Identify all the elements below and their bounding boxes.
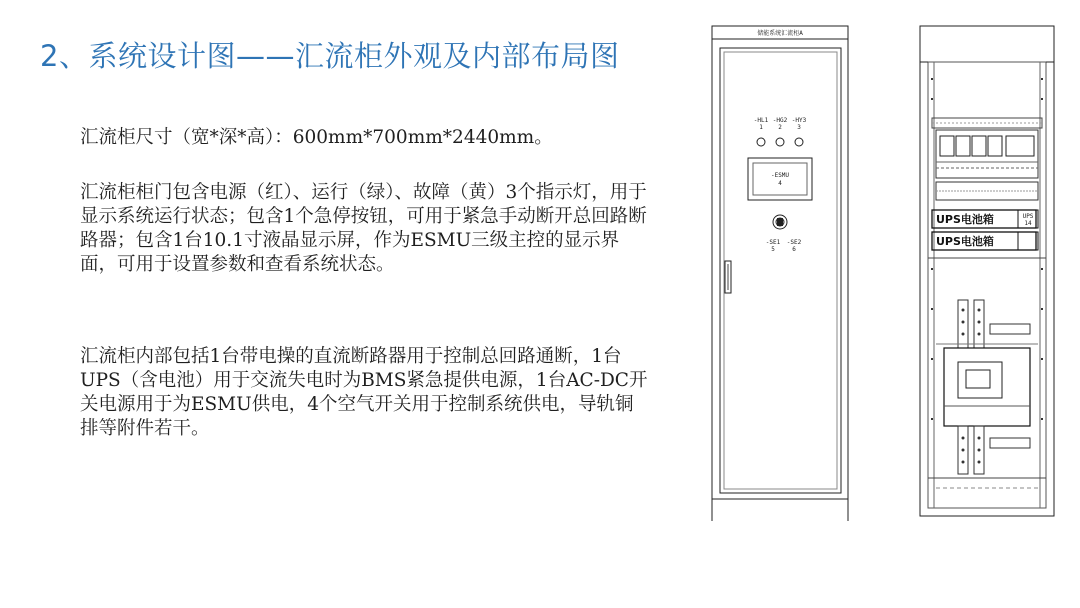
ups-side-num: 14 <box>1024 220 1032 227</box>
ups-battery-label-1: UPS电池箱 <box>936 213 994 226</box>
front-header-label: 储能系统汇流柜A <box>757 30 803 37</box>
button-se2 <box>787 239 802 253</box>
indicator-lamp-fault <box>792 117 807 146</box>
svg-text:5: 5 <box>771 246 775 253</box>
svg-text:6: 6 <box>792 246 796 253</box>
page-title: 2、系统设计图——汇流柜外观及内部布局图 <box>40 39 620 73</box>
indicator-lamp-run <box>773 117 788 146</box>
svg-text:-ESMU: -ESMU <box>770 172 790 179</box>
svg-text:-HY3: -HY3 <box>791 117 807 124</box>
svg-text:1: 1 <box>759 124 763 131</box>
lcd-screen <box>748 158 812 200</box>
ups-battery-label-2: UPS电池箱 <box>936 235 994 248</box>
svg-text:-HL1: -HL1 <box>753 117 769 124</box>
svg-text:-SE2: -SE2 <box>786 239 802 246</box>
ups-side-tag: UPS <box>1022 213 1034 220</box>
indicator-lamp-power <box>754 117 769 146</box>
cabinet-drawing <box>700 18 1060 526</box>
svg-text:-HG2: -HG2 <box>772 117 788 124</box>
paragraph-door-components: 汇流柜柜门包含电源（红）、运行（绿）、故障（黄）3个指示灯，用于显示系统运行状态；包含1个急停按钮，可用于紧急手动断开总回路断路器；包含1台10.1寸液晶显示屏，作为ESMU三级主控的显示界面，可用于设置参数和查看系统状态。 <box>80 182 647 275</box>
svg-text:2: 2 <box>778 124 782 131</box>
svg-text:-SE1: -SE1 <box>765 239 781 246</box>
paragraph-dimensions: 汇流柜尺寸（宽*深*高）：600mm*700mm*2440mm。 <box>80 127 553 148</box>
paragraph-internal-components: 汇流柜内部包括1台带电操的直流断路器用于控制总回路通断，1台UPS（含电池）用于交流失电时为BMS紧急提供电源，1台AC-DC开关电源用于为ESMU供电，4个空气开关用于控制系统供电，导轨铜排等附件若干。 <box>80 346 648 439</box>
cabinet-internal-view <box>920 26 1054 516</box>
cabinet-front-view <box>712 26 848 521</box>
svg-text:3: 3 <box>797 124 801 131</box>
emergency-stop-button <box>773 215 787 229</box>
button-se1 <box>766 239 781 253</box>
svg-text:4: 4 <box>778 180 782 187</box>
